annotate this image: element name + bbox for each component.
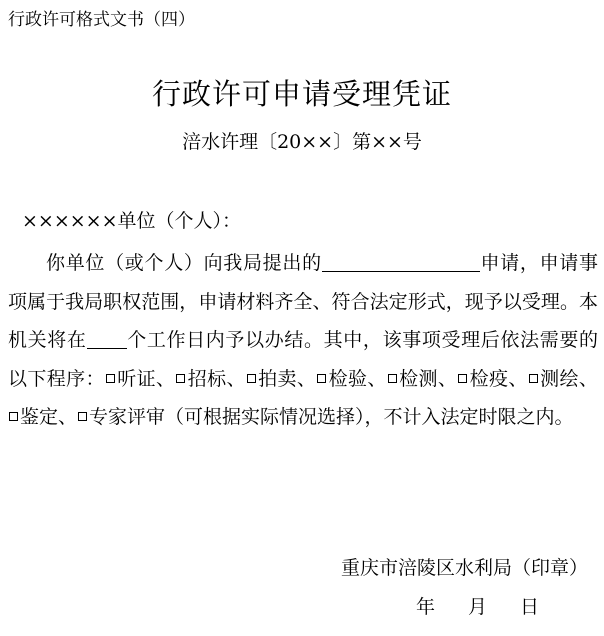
procedure-option-label: 听证 — [116, 367, 156, 390]
procedure-checkbox[interactable] — [529, 374, 538, 383]
procedure-checkbox[interactable] — [388, 374, 397, 383]
procedure-checkbox[interactable] — [176, 374, 185, 383]
document-format-label: 行政许可格式文书（四） — [8, 10, 195, 30]
option-separator: 、 — [437, 367, 458, 390]
procedure-checkbox[interactable] — [458, 374, 467, 383]
option-separator: 、 — [578, 367, 598, 390]
procedure-option-label: 测绘 — [539, 367, 579, 390]
procedure-option-label: 检疫 — [469, 367, 509, 390]
procedure-checkbox[interactable] — [247, 374, 256, 383]
body-text-part1: 你单位（或个人）向我局提出的 — [46, 252, 322, 274]
application-item-blank — [322, 249, 480, 272]
procedure-option-label: 检测 — [398, 367, 438, 390]
option-separator: 、 — [155, 367, 176, 390]
date-year: 年 — [416, 596, 436, 618]
working-days-blank — [87, 326, 127, 349]
option-separator: 、 — [296, 367, 317, 390]
procedure-option-label: 招标 — [187, 367, 227, 390]
body-text-part3: 个工作日内予以办结。其中，该事项受理后依法需要的以下程序： — [8, 329, 598, 390]
option-separator: 、 — [508, 367, 528, 390]
procedure-option-label: 专家评审 — [89, 406, 166, 428]
procedure-option-label: 拍卖 — [257, 367, 297, 390]
procedure-checkbox[interactable] — [317, 374, 326, 383]
body-text-part4: （可根据实际情况选择），不计入法定时限之内。 — [165, 406, 574, 428]
procedure-checkbox[interactable] — [106, 374, 115, 383]
procedure-option-label: 检验 — [328, 367, 368, 390]
date-month: 月 — [468, 596, 488, 618]
procedure-option-label: 鉴定 — [20, 406, 59, 428]
procedure-checkbox[interactable] — [78, 412, 87, 421]
addressee: ××××××单位（个人）： — [22, 210, 242, 232]
option-separator: 、 — [226, 367, 246, 390]
issuing-authority: 重庆市涪陵区水利局（印章） — [340, 557, 588, 579]
document-number: 涪水许理〔20××〕第××号 — [182, 131, 422, 153]
body-text-part2: 申请，申请事项属于我局职权范围，申请材料齐全、符合法定形式，现予以受理。本机关将在 — [8, 252, 598, 351]
body-paragraph — [8, 244, 598, 437]
date-line — [416, 593, 539, 621]
option-separator: 、 — [367, 367, 387, 390]
option-separator: 、 — [58, 406, 78, 428]
document-title: 行政许可申请受理凭证 — [151, 77, 452, 111]
procedure-checkbox[interactable] — [9, 412, 18, 421]
date-day: 日 — [520, 596, 540, 618]
